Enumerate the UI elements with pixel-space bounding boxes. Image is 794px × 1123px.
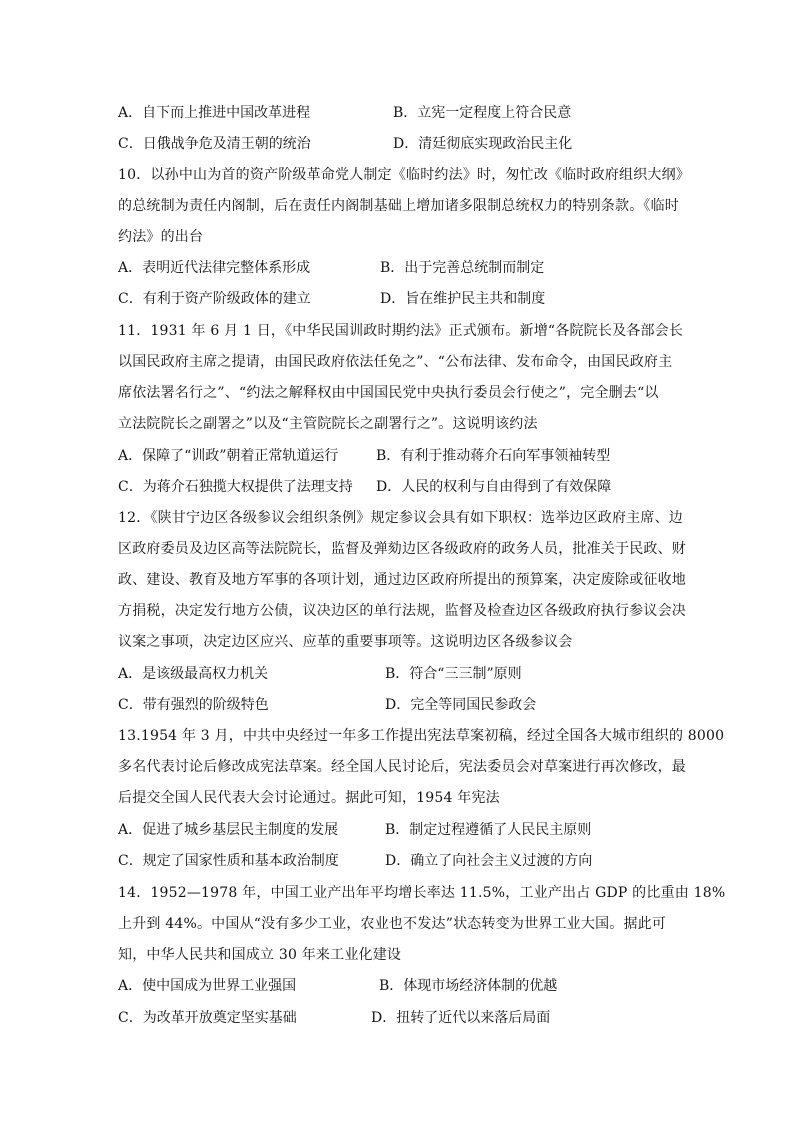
q11-stem-line-3: 席依法署名行之”、“约法之解释权由中国国民党中央执行委员会行使之”，完全删去“以 [118, 385, 659, 401]
q13-stem-line-3: 后提交全国人民代表大会讨论通过。据此可知，1954 年宪法 [118, 790, 500, 806]
q14-stem-line-3: 知，中华人民共和国成立 30 年来工业化建设 [118, 947, 402, 963]
q12-option-a: A．是该级最高权力机关 [118, 666, 269, 682]
q9-option-a: A．自下而上推进中国改革进程 [118, 105, 311, 121]
q13-option-a: A．促进了城乡基层民主制度的发展 [118, 822, 339, 838]
q10-stem-line-2: 的总统制为责任内阁制，后在责任内阁制基础上增加诸多限制总统权力的特别条款。《临时 [118, 198, 679, 214]
q13-stem-line-2: 多名代表讨论后修改成宪法草案。经全国人民讨论后，宪法委员会对草案进行再次修改，最 [118, 759, 686, 775]
q14-stem-line-1: 14．1952—1978 年，中国工业产出年平均增长率达 11.5%，工业产出占 GDP 的比重由 18% [118, 885, 726, 901]
q12-option-b: B．符合“三三制”原则 [385, 666, 522, 682]
q10-option-c: C．有利于资产阶级政体的建立 [118, 291, 311, 307]
q9-option-c: C．日俄战争危及清王朝的统治 [118, 136, 311, 152]
q12-stem-line-4: 方捐税，决定发行地方公债，议决边区的单行法规，监督及检查边区各级政府执行参议会决 [118, 603, 686, 619]
q14-option-a: A．使中国成为世界工业强国 [118, 978, 297, 994]
q14-option-c: C．为改革开放奠定坚实基础 [118, 1010, 297, 1026]
q12-option-d: D．完全等同国民参政会 [385, 697, 537, 713]
q12-stem-line-2: 区政府委员及边区高等法院院长，监督及弹劾边区各级政府的政务人员，批准关于民政、财 [118, 541, 686, 557]
q10-option-b: B．出于完善总统制而制定 [380, 260, 545, 276]
q11-stem-line-2: 以国民政府主席之提请，由国民政府依法任免之”、“公布法律、发布命令，由国民政府主 [118, 354, 673, 370]
q12-stem-line-3: 政、建设、教育及地方军事的各项计划，通过边区政府所提出的预算案，决定废除或征收地 [118, 572, 686, 588]
q13-option-c: C．规定了国家性质和基本政治制度 [118, 853, 339, 869]
q11-option-d: D．人民的权利与自由得到了有效保障 [376, 479, 612, 495]
q10-option-d: D．旨在维护民主共和制度 [380, 291, 546, 307]
q12-stem-line-1: 12．《陕甘宁边区各级参议会组织条例》规定参议会具有如下职权：选举边区政府主席、边 [118, 510, 684, 526]
q10-stem-line-1: 10．以孙中山为首的资产阶级革命党人制定《临时约法》时，匆忙改《临时政府组织大纲》 [118, 167, 691, 183]
q13-option-d: D．确立了向社会主义过渡的方向 [385, 853, 593, 869]
q13-stem-line-1: 13.1954 年 3 月，中共中央经过一年多工作提出宪法草案初稿，经过全国各大城市组织的 8000 [118, 728, 725, 744]
q10-option-a: A．表明近代法律完整体系形成 [118, 260, 311, 276]
q11-option-b: B．有利于推动蒋介石向军事领袖转型 [376, 448, 611, 464]
q11-stem-line-4: 立法院院长之副署之”以及“主管院院长之副署行之”。这说明该约法 [118, 416, 538, 432]
q14-option-d: D．扭转了近代以来落后局面 [371, 1010, 551, 1026]
q9-option-b: B．立宪一定程度上符合民意 [393, 105, 572, 121]
q9-option-d: D．清廷彻底实现政治民主化 [393, 136, 573, 152]
q12-option-c: C．带有强烈的阶级特色 [118, 697, 269, 713]
q14-option-b: B．体现市场经济体制的优越 [379, 978, 558, 994]
q13-option-b: B．制定过程遵循了人民民主原则 [385, 822, 592, 838]
q11-option-a: A．保障了“训政”朝着正常轨道运行 [118, 448, 339, 464]
q11-stem-line-1: 11．1931 年 6 月 1 日，《中华民国训政时期约法》正式颁布。新增“各院院长及各部会长 [118, 323, 684, 339]
q12-stem-line-5: 议案之事项，决定边区应兴、应革的重要事项等。这说明边区各级参议会 [118, 634, 573, 650]
q14-stem-line-2: 上升到 44%。中国从“没有多少工业，农业也不发达”状态转变为世界工业大国。据此可 [118, 916, 667, 932]
q10-stem-line-3: 约法》的出台 [118, 229, 204, 245]
q11-option-c: C．为蒋介石独揽大权提供了法理支持 [118, 479, 353, 495]
